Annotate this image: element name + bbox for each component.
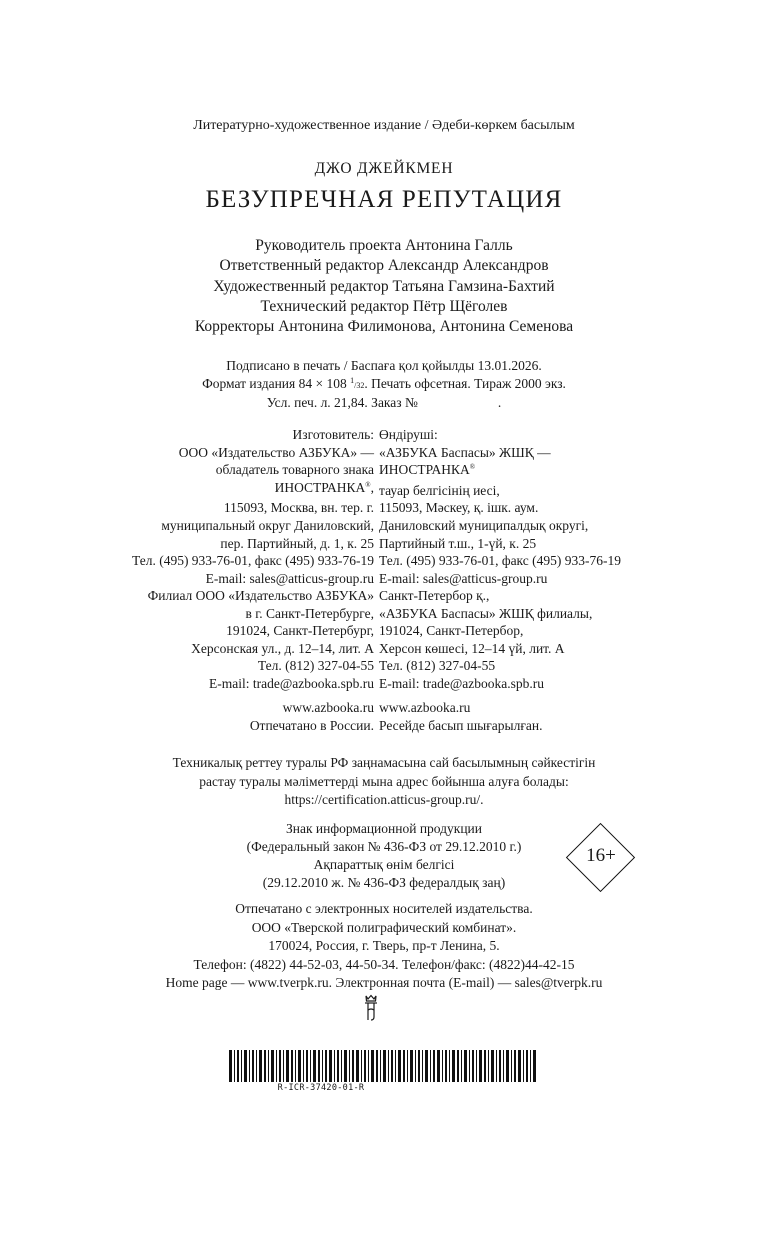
manufacturer-ru-line: E-mail: sales@atticus-group.ru — [205, 570, 374, 586]
branch-ru-line: E-mail: trade@azbooka.spb.ru — [209, 675, 374, 691]
author-name: ДЖО ДЖЕЙКМЕН — [314, 160, 454, 177]
branch-kz-line: Санкт-Петербор қ., — [379, 588, 490, 603]
age-rating-badge — [566, 823, 636, 893]
credit-line: Руководитель проекта Антонина Галль — [255, 237, 513, 254]
info-sign-line: (29.12.2010 ж. № 436-ФЗ федералдық заң) — [262, 875, 506, 890]
branch-kz-line: Херсон көшесі, 12–14 үй, лит. А — [379, 640, 565, 656]
website-link: www.azbooka.ru — [282, 700, 374, 715]
manufacturer-ru-line: ООО «Издательство АЗБУКА» — — [178, 444, 374, 460]
registered-mark: ® — [365, 480, 371, 489]
certification-line: растау туралы мәліметтерді мына адрес бойынша алуға болады: — [199, 773, 569, 789]
credit-line: Художественный редактор Татьяна Гамзина-Бахтий — [213, 277, 555, 295]
branch-ru-line: Тел. (812) 327-04-55 — [257, 658, 374, 674]
branch-ru-line: в г. Санкт-Петербурге, — [245, 605, 374, 621]
order-suffix: . — [497, 395, 502, 411]
credits-block — [0, 236, 768, 337]
credit-line: Технический редактор Пётр Щёголев — [260, 297, 508, 315]
website-link: www.azbooka.ru — [379, 700, 471, 715]
manufacturer-kz-line: Тел. (495) 933-76-01, факс (495) 933-76-19 — [379, 553, 622, 569]
signed-line: Подписано в печать / Баспаға қол қойылды 13.01.2026. — [226, 358, 542, 373]
manufacturer-kz-line: Өндіруші: — [379, 427, 438, 442]
branch-kz-line: E-mail: trade@azbooka.spb.ru — [379, 675, 544, 691]
barcode-code: R-ICR-37420-01-R — [277, 1083, 365, 1093]
printer-line: 170024, Россия, г. Тверь, пр-т Ленина, 5. — [268, 938, 500, 953]
printer-line: ООО «Тверской полиграфический комбинат». — [251, 919, 517, 935]
info-sign-line: Ақпараттық өнім белгісі — [313, 857, 455, 872]
manufacturer-kz — [379, 426, 621, 587]
manufacturer-ru-line: Тел. (495) 933-76-01, факс (495) 933-76-19 — [131, 553, 374, 569]
manufacturer-ru-line: муниципальный округ Даниловский, — [161, 517, 374, 533]
genre-line: Литературно-художественное издание / Әдеби-көркем басылым — [193, 118, 575, 133]
manufacturer-ru-line: ИНОСТРАНКА®, — [274, 479, 374, 495]
manufacturer-ru-line: пер. Партийный, д. 1, к. 25 — [220, 535, 374, 551]
manufacturer-kz-line: 115093, Мәскеу, қ. ішк. аум. — [379, 500, 539, 516]
branch-kz — [379, 587, 592, 693]
age-rating-label: 16+ — [586, 845, 616, 866]
branch-kz-line: Тел. (812) 327-04-55 — [379, 658, 496, 674]
printer-line: Отпечатано с электронных носителей издательства. — [235, 901, 533, 916]
certification-line: Техникалық реттеу туралы РФ заңнамасына сай басылымның сәйкестігін — [172, 755, 596, 770]
printer-block — [0, 900, 768, 993]
manufacturer-ru-line: обладатель товарного знака — [215, 462, 374, 478]
publisher-logo-icon — [356, 993, 386, 1023]
format-denominator: /32 — [354, 380, 365, 390]
info-sign-line: (Федеральный закон № 436-ФЗ от 29.12.2010 г.) — [246, 839, 522, 854]
registered-mark: ® — [469, 463, 476, 472]
printer-line: Home page — www.tverpk.ru. Электронная почта (E-mail) — sales@tverpk.ru — [165, 975, 603, 990]
branch-kz-line: 191024, Санкт-Петербор, — [379, 623, 524, 639]
printer-line: Телефон: (4822) 44-52-03, 44-50-34. Телефон/факс: (4822)44-42-15 — [193, 956, 575, 972]
format-numerator: 1 — [350, 375, 355, 385]
branch-ru-line: Херсонская ул., д. 12–14, лит. А — [191, 640, 374, 656]
order-line — [0, 394, 768, 412]
manufacturer-ru-line: Изготовитель: — [292, 427, 374, 442]
manufacturer-kz-line: «АЗБУКА Баспасы» ЖШҚ — — [379, 444, 551, 460]
web-kz — [379, 699, 542, 734]
format-line — [0, 375, 768, 395]
print-info — [0, 357, 768, 412]
manufacturer-ru — [132, 426, 374, 587]
manufacturer-kz-line: E-mail: sales@atticus-group.ru — [379, 570, 548, 586]
certification-url: https://certification.atticus-group.ru/. — [284, 792, 484, 807]
book-title: БЕЗУПРЕЧНАЯ РЕПУТАЦИЯ — [205, 186, 563, 213]
manufacturer-kz-line — [379, 461, 621, 482]
format-prefix: Формат издания 84 × 108 — [202, 375, 351, 391]
printed-in: Ресейде басып шығарылған. — [379, 717, 543, 733]
info-sign-line: Знак информационной продукции — [285, 821, 483, 836]
trademark-name: ИНОСТРАНКА — [274, 479, 366, 495]
credit-line: Корректоры Антонина Филимонова, Антонина Семенова — [194, 318, 574, 336]
manufacturer-kz-line: Партийный т.ш., 1-үй, к. 25 — [379, 535, 537, 551]
branch-ru-line: 191024, Санкт-Петербург, — [226, 623, 374, 639]
branch-ru — [148, 587, 374, 693]
barcode-icon — [229, 1050, 537, 1082]
printed-in: Отпечатано в России. — [249, 717, 374, 733]
trademark-name: ИНОСТРАНКА — [379, 462, 470, 478]
manufacturer-kz-line: Даниловский муниципалдық округі, — [379, 517, 589, 533]
branch-kz-line: «АЗБУКА Баспасы» ЖШҚ филиалы, — [379, 605, 593, 621]
credit-line: Ответственный редактор Александр Александров — [219, 257, 549, 275]
branch-ru-line: Филиал ООО «Издательство АЗБУКА» — [147, 588, 374, 603]
certification-block — [0, 754, 768, 810]
info-sign-block — [0, 820, 768, 892]
manufacturer-ru-line: 115093, Москва, вн. тер. г. — [223, 500, 374, 516]
format-suffix: . Печать офсетная. Тираж 2000 экз. — [364, 375, 566, 391]
order-prefix: Усл. печ. л. 21,84. Заказ № — [266, 395, 418, 411]
web-ru — [250, 699, 374, 734]
manufacturer-kz-line: тауар белгісінің иесі, — [379, 482, 500, 498]
